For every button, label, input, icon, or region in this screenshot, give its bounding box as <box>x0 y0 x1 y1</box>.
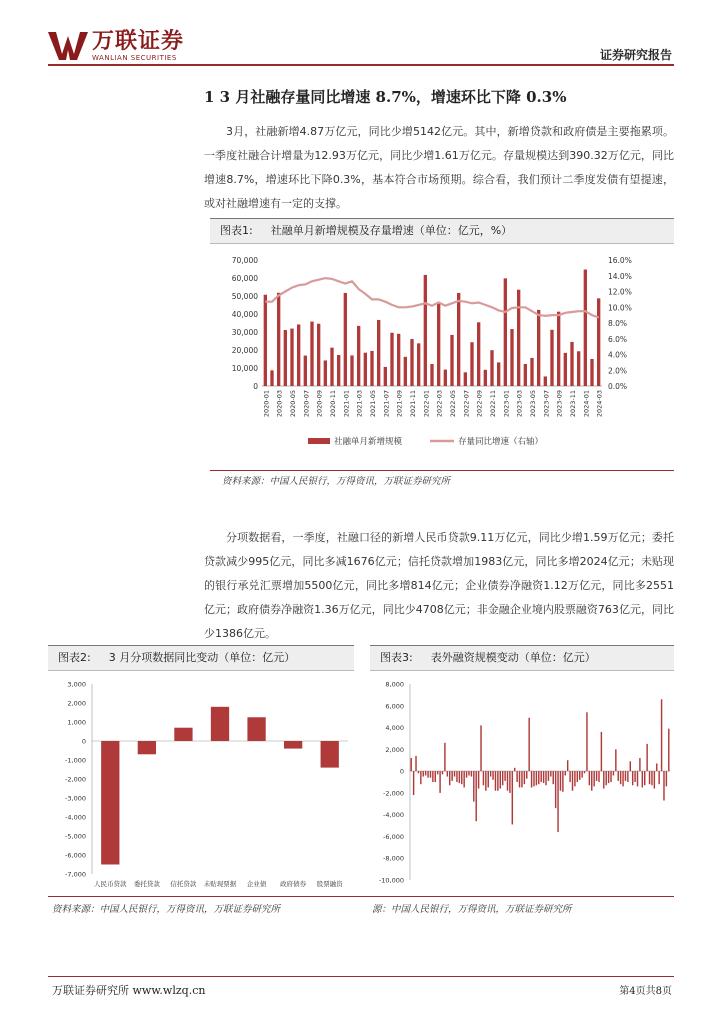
x-tick-label: 2021-11 <box>409 390 417 418</box>
x-tick-label: 信托贷款 <box>170 880 197 888</box>
bar <box>430 364 433 386</box>
bar <box>550 771 551 776</box>
bar <box>649 771 650 784</box>
x-tick-label: 人民币贷款 <box>94 880 127 888</box>
bar <box>597 298 600 386</box>
bar <box>544 376 547 386</box>
y-tick-label: -5,000 <box>65 832 86 841</box>
figure3-title: 表外融资规模变动（单位：亿元） <box>430 651 596 664</box>
bar <box>555 771 556 808</box>
y-right-tick-label: 10.0% <box>608 303 632 313</box>
bar <box>605 771 606 785</box>
bar <box>384 367 387 386</box>
x-tick-label: 2020-01 <box>262 390 271 418</box>
bar <box>516 771 517 782</box>
bar <box>466 771 467 778</box>
bar <box>437 771 438 774</box>
bar <box>425 771 426 775</box>
bar <box>581 771 582 778</box>
bar <box>663 771 664 800</box>
figure1-bar-series <box>264 270 601 386</box>
bar <box>656 763 657 771</box>
bar <box>488 771 489 787</box>
bar <box>497 771 498 791</box>
bar <box>586 712 587 771</box>
bar <box>420 771 421 784</box>
bar <box>430 771 431 778</box>
x-tick-label: 政府债券 <box>280 880 307 888</box>
y-left-tick-label: 10,000 <box>231 364 258 373</box>
bar <box>101 741 119 865</box>
bar <box>565 771 566 775</box>
bar <box>484 370 487 386</box>
bar <box>473 771 474 801</box>
figure1-chart <box>210 246 674 466</box>
y-left-tick-label: 30,000 <box>231 328 258 337</box>
figure1-label: 图表1: <box>220 224 253 237</box>
bar <box>497 362 500 386</box>
bar <box>211 707 229 741</box>
x-tick-label: 2022-07 <box>462 390 471 418</box>
bar <box>615 749 616 771</box>
bar <box>630 761 631 771</box>
figure3-header <box>370 645 674 671</box>
bar <box>593 771 594 786</box>
bar <box>610 771 611 782</box>
bar <box>510 329 513 386</box>
y-tick-label: -3,000 <box>65 794 86 803</box>
y-tick-label: -8,000 <box>383 854 404 863</box>
footer-divider <box>48 976 674 977</box>
bar <box>495 771 496 791</box>
bar <box>596 771 597 781</box>
y-left-tick-label: 70,000 <box>231 256 258 265</box>
x-tick-label: 2021-01 <box>342 390 351 418</box>
bar <box>537 310 540 386</box>
x-tick-label: 2022-09 <box>475 390 484 418</box>
figure1-bottom-rule <box>210 470 674 471</box>
bar <box>442 771 443 774</box>
y-tick-label: -6,000 <box>383 832 404 841</box>
bar <box>572 771 573 791</box>
bar <box>337 355 340 386</box>
y-right-tick-label: 14.0% <box>608 271 632 281</box>
bar <box>577 351 580 386</box>
bar <box>521 771 522 787</box>
y-tick-label: -1,000 <box>65 756 86 765</box>
bar <box>661 699 662 771</box>
header-divider <box>48 64 674 66</box>
x-tick-label: 2023-01 <box>502 390 511 418</box>
bar <box>574 771 575 786</box>
bar <box>557 771 558 832</box>
bar <box>584 270 587 386</box>
y-left-tick-label: 40,000 <box>231 310 258 319</box>
bar <box>468 771 469 775</box>
bar <box>439 771 440 793</box>
x-tick-label: 2020-03 <box>275 390 284 418</box>
bar <box>548 771 549 781</box>
y-tick-label: 0 <box>399 767 404 776</box>
bar <box>464 372 467 386</box>
bar <box>533 771 534 786</box>
x-tick-label: 2022-11 <box>489 390 497 418</box>
bar <box>490 350 493 386</box>
bar <box>562 771 563 792</box>
bar <box>620 771 621 784</box>
bar <box>526 771 527 779</box>
bar <box>350 355 353 386</box>
bar <box>264 295 267 386</box>
figure1-left-axis <box>232 256 602 391</box>
bar <box>457 293 460 386</box>
bar <box>174 728 192 741</box>
bar <box>413 771 414 795</box>
bar <box>500 771 501 788</box>
bar <box>567 760 568 771</box>
bar <box>666 771 667 786</box>
bar <box>514 768 515 771</box>
bar <box>423 771 424 776</box>
bar <box>321 741 339 768</box>
bar <box>437 302 440 386</box>
bar <box>480 725 481 771</box>
x-tick-label: 2022-05 <box>449 390 457 418</box>
x-tick-label: 2020-11 <box>329 390 337 418</box>
figure3-chart <box>370 672 674 894</box>
bar <box>646 744 647 771</box>
bar <box>632 771 633 785</box>
bar <box>270 370 273 386</box>
bar <box>569 771 570 782</box>
y-tick-label: 0 <box>81 737 86 746</box>
bar <box>570 342 573 386</box>
bar <box>524 771 525 784</box>
y-tick-label: -4,000 <box>65 813 86 822</box>
bar <box>634 771 635 782</box>
x-tick-label: 2021-09 <box>395 390 404 418</box>
bar <box>644 771 645 785</box>
figure3-bar-series <box>410 699 669 832</box>
bar <box>451 771 452 781</box>
y-right-tick-label: 6.0% <box>608 334 628 344</box>
bar <box>639 758 640 771</box>
y-right-tick-label: 12.0% <box>608 287 632 297</box>
x-tick-label: 2021-05 <box>369 390 377 418</box>
bar <box>432 771 433 782</box>
x-tick-label: 委托贷款 <box>133 880 160 888</box>
bar <box>390 333 393 386</box>
bar <box>444 370 447 386</box>
x-tick-label: 2024-03 <box>595 390 604 418</box>
bar <box>654 771 655 788</box>
figure1-legend <box>308 436 543 447</box>
bar <box>603 771 604 788</box>
report-type: 证券研究报告 <box>599 48 672 62</box>
bar <box>577 771 578 782</box>
figure2-x-axis <box>94 879 343 888</box>
bar <box>463 771 464 787</box>
x-tick-label: 2024-01 <box>582 390 591 418</box>
bar <box>456 771 457 782</box>
bar <box>424 275 427 386</box>
bar <box>483 771 484 785</box>
company-logo <box>48 30 208 62</box>
logo-chinese-name: 万联证券 <box>92 29 185 54</box>
y-right-tick-label: 16.0% <box>608 256 632 265</box>
y-tick-label: -6,000 <box>65 851 86 860</box>
y-left-tick-label: 20,000 <box>231 346 258 355</box>
x-tick-label: 2021-07 <box>382 390 391 418</box>
bar <box>344 293 347 386</box>
x-tick-label: 2022-03 <box>435 390 444 418</box>
figure1-right-axis <box>608 256 632 391</box>
paragraph-breakdown: 分项数据看，一季度，社融口径的新增人民币贷款9.11万亿元，同比少增1.59万亿元；委托贷款减少995亿元，同比多减1676亿元；信托贷款增加1983亿元，同比多增2024亿元；未贴现的银行承兑汇票增加5500亿元，同比多增814亿元；企业债券净融资1.12万亿元，同比多2551亿元；政府债券净融资1.36万亿元，同比少4708亿元；非金融企业境内股票融资763亿元，同比少1386亿元。 <box>204 531 674 640</box>
bar <box>415 756 416 771</box>
y-tick-label: -2,000 <box>65 775 86 784</box>
y-tick-label: 2,000 <box>67 699 86 708</box>
bar <box>625 771 626 781</box>
y-tick-label: -10,000 <box>378 876 404 885</box>
bar <box>485 771 486 791</box>
bar <box>589 771 590 785</box>
y-tick-label: 8,000 <box>385 680 404 689</box>
bar <box>553 771 554 784</box>
bar <box>519 771 520 787</box>
bar <box>435 771 436 782</box>
bar <box>461 771 462 784</box>
bar <box>550 330 553 386</box>
bar <box>504 771 505 781</box>
bar <box>404 357 407 386</box>
bar <box>410 758 411 771</box>
bar <box>524 364 527 386</box>
x-tick-label: 2022-01 <box>422 390 431 418</box>
bar <box>528 718 529 771</box>
y-tick-label: 3,000 <box>67 680 86 689</box>
bar <box>317 324 320 386</box>
section-title: 1 3 月社融存量同比增速 8.7%，增速环比下降 0.3% <box>204 88 567 106</box>
x-tick-label: 2023-03 <box>515 390 524 418</box>
figure2-source: 资料来源：中国人民银行，万得资讯，万联证券研究所 <box>52 904 281 915</box>
figure1-source: 资料来源：中国人民银行，万得资讯，万联证券研究所 <box>222 476 451 487</box>
y-tick-label: 1,000 <box>67 718 86 727</box>
bar <box>470 342 473 386</box>
bar <box>297 324 300 386</box>
bar <box>502 771 503 785</box>
figure1-x-axis <box>262 390 603 417</box>
page-number: 第4页共8页 <box>619 986 672 997</box>
bar <box>531 771 532 787</box>
bar <box>324 360 327 386</box>
y-tick-label: -2,000 <box>383 789 404 798</box>
y-tick-label: 2,000 <box>385 745 404 754</box>
bar <box>444 743 445 771</box>
bar <box>447 771 448 776</box>
bar <box>459 771 460 783</box>
figure-row-bottom-rule <box>48 896 674 897</box>
bar <box>651 771 652 785</box>
figure3-source: 源：中国人民银行，万得资讯，万联证券研究所 <box>372 904 572 915</box>
bar <box>590 359 593 386</box>
x-tick-label: 股票融资 <box>316 880 343 888</box>
bar <box>584 771 585 773</box>
bar <box>370 351 373 386</box>
bar <box>450 335 453 386</box>
x-tick-label: 2023-11 <box>569 390 577 418</box>
y-right-tick-label: 4.0% <box>608 350 628 360</box>
bar <box>601 732 602 771</box>
bar <box>277 293 280 386</box>
bar <box>637 771 638 786</box>
y-left-tick-label: 0 <box>253 382 258 391</box>
bar <box>560 771 561 791</box>
bar <box>477 322 480 386</box>
bar <box>658 771 659 784</box>
figure1-growth-line <box>265 278 598 317</box>
bar <box>564 353 567 386</box>
figure3-label: 图表3: <box>380 651 413 664</box>
bar <box>512 771 513 824</box>
bar <box>357 326 360 386</box>
bar <box>449 771 450 785</box>
bar <box>517 290 520 386</box>
bar <box>557 312 560 386</box>
bar <box>247 717 265 741</box>
bar <box>627 771 628 782</box>
bar <box>397 334 400 386</box>
x-tick-label: 2020-09 <box>315 390 324 418</box>
bar <box>417 343 420 386</box>
legend-bar-swatch <box>308 438 330 444</box>
bar <box>418 771 419 773</box>
y-tick-label: -4,000 <box>383 811 404 820</box>
bar <box>545 771 546 785</box>
logo-english-name: WANLIAN SECURITIES <box>92 54 177 62</box>
y-right-tick-label: 0.0% <box>608 382 628 391</box>
bar <box>377 320 380 386</box>
bar <box>284 330 287 386</box>
bar <box>509 771 510 793</box>
bar <box>530 358 533 386</box>
y-tick-label: 6,000 <box>385 702 404 711</box>
bar <box>478 771 479 788</box>
bar <box>622 771 623 786</box>
y-left-tick-label: 50,000 <box>231 292 258 301</box>
x-tick-label: 2021-03 <box>355 390 364 418</box>
footer-institute: 万联证券研究所 www.wlzq.cn <box>52 984 206 997</box>
x-tick-label: 2020-07 <box>302 390 311 418</box>
paragraph-summary: 3月，社融新增4.87万亿元，同比少增5142亿元。其中，新增贷款和政府债是主要拖累项。一季度社融合计增量为12.93万亿元，同比少增1.61万亿元。存量规模达到390.32万亿元，同比增速8.7%，增速环比下降0.3%，基本符合市场预期。综合看，我们预计二季度发债有望提速，或对社融增速有一定的支撑。 <box>204 125 674 210</box>
x-tick-label: 2020-05 <box>289 390 297 418</box>
bar <box>284 741 302 749</box>
bar <box>613 771 614 775</box>
bar <box>427 771 428 778</box>
y-tick-label: 4,000 <box>385 724 404 733</box>
bar <box>304 356 307 386</box>
figure1-header <box>210 218 674 244</box>
x-tick-label: 2023-07 <box>542 390 551 418</box>
figure2-bar-series <box>101 707 339 865</box>
bar <box>290 329 293 386</box>
x-tick-label: 2023-09 <box>555 390 564 418</box>
bar <box>454 771 455 776</box>
bar <box>543 771 544 783</box>
y-right-tick-label: 2.0% <box>608 366 628 376</box>
bar <box>668 729 669 771</box>
figure2-title: 3 月分项数据同比变动（单位：亿元） <box>108 651 296 664</box>
figure2-header <box>48 645 354 671</box>
bar <box>642 771 643 787</box>
figure2-chart <box>48 672 354 894</box>
bar <box>507 771 508 791</box>
bar <box>138 741 156 754</box>
bar <box>504 278 507 386</box>
x-tick-label: 未贴现票据 <box>203 880 237 888</box>
bar <box>536 771 537 785</box>
x-tick-label: 企业债 <box>246 880 267 888</box>
bar <box>471 771 472 776</box>
bar <box>492 771 493 780</box>
bar <box>310 322 313 386</box>
bar <box>410 339 413 386</box>
figure2-label: 图表2: <box>58 651 91 664</box>
x-tick-label: 2023-05 <box>529 390 537 418</box>
bar <box>490 771 491 776</box>
bar <box>579 771 580 780</box>
bar <box>538 771 539 784</box>
bar <box>540 771 541 782</box>
bar <box>618 771 619 781</box>
bar <box>475 771 476 821</box>
bar <box>364 353 367 386</box>
figure1-title: 社融单月新增规模及存量增速（单位：亿元，%） <box>270 224 513 237</box>
bar <box>608 771 609 783</box>
y-right-tick-label: 8.0% <box>608 319 628 328</box>
bar <box>591 771 592 791</box>
y-tick-label: -7,000 <box>65 870 86 879</box>
bar <box>330 348 333 386</box>
bar <box>598 771 599 782</box>
logo-mark-icon <box>48 30 90 62</box>
y-left-tick-label: 60,000 <box>231 274 258 283</box>
legend-line-label: 存量同比增速（右轴） <box>458 437 544 447</box>
legend-bar-label: 社融单月新增规模 <box>334 437 403 447</box>
